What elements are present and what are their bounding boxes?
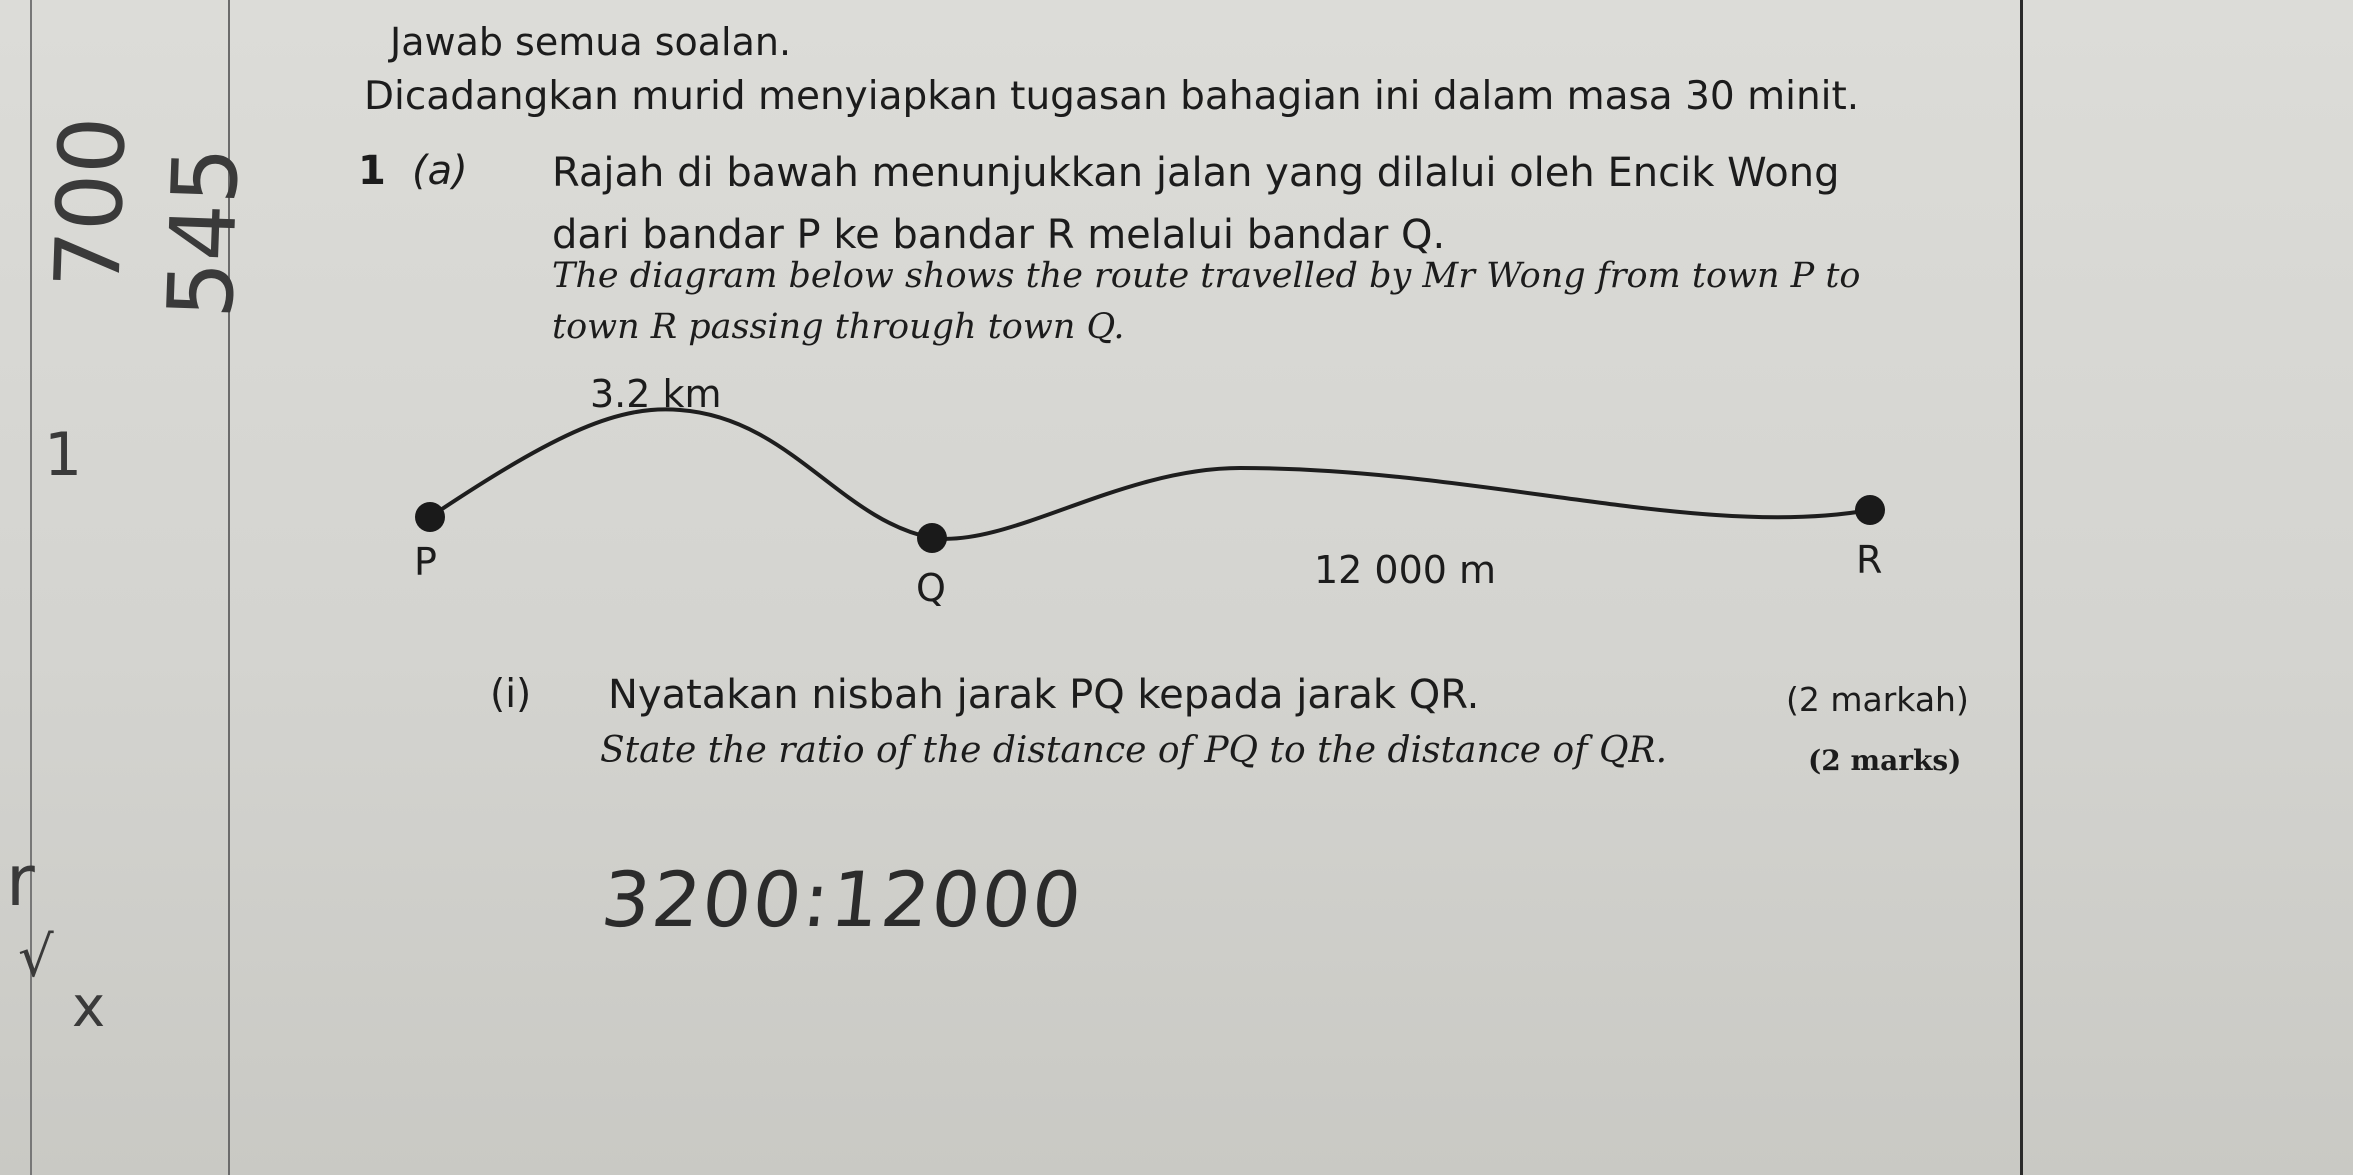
question-number: 1 <box>358 148 386 194</box>
question-english-line-1: The diagram below shows the route travelled by Mr Wong from town P to <box>552 256 1861 296</box>
instruction-time: Dicadangkan murid menyiapkan tugasan bahagian ini dalam masa 30 minit. <box>364 74 1860 119</box>
margin-scribble-x: x <box>72 975 106 1040</box>
margin-scribble-r: r <box>6 840 35 922</box>
marks-english: (2 marks) <box>1808 744 1962 777</box>
subquestion-number: (i) <box>490 672 532 717</box>
marks-malay: (2 markah) <box>1786 680 1969 719</box>
handwritten-answer: 3200:12000 <box>597 855 1088 944</box>
margin-scribble-545: 545 <box>148 144 260 321</box>
route-line <box>430 409 1870 538</box>
town-p-marker <box>415 502 445 532</box>
question-malay-line-1: Rajah di bawah menunjukkan jalan yang dilalui oleh Encik Wong <box>552 150 1840 196</box>
town-r-marker <box>1855 495 1885 525</box>
margin-scribble-1: 1 <box>44 420 83 490</box>
question-english-line-2: town R passing through town Q. <box>552 307 1125 347</box>
subquestion-malay: Nyatakan nisbah jarak PQ kepada jarak QR. <box>608 672 1480 718</box>
pq-distance-label: 3.2 km <box>590 372 722 416</box>
town-q-label: Q <box>916 566 946 610</box>
question-malay-line-2: dari bandar P ke bandar R melalui bandar Q. <box>552 212 1446 258</box>
margin-scribble-check: √ <box>18 925 54 990</box>
town-r-label: R <box>1856 538 1883 582</box>
margin-scribble-700: 700 <box>35 114 147 291</box>
town-q-marker <box>917 523 947 553</box>
instruction-answer-all: Jawab semua soalan. <box>390 20 792 64</box>
subquestion-english: State the ratio of the distance of PQ to the distance of QR. <box>600 730 1668 771</box>
town-p-label: P <box>414 540 437 584</box>
qr-distance-label: 12 000 m <box>1314 548 1497 592</box>
question-part: (a) <box>412 148 468 194</box>
